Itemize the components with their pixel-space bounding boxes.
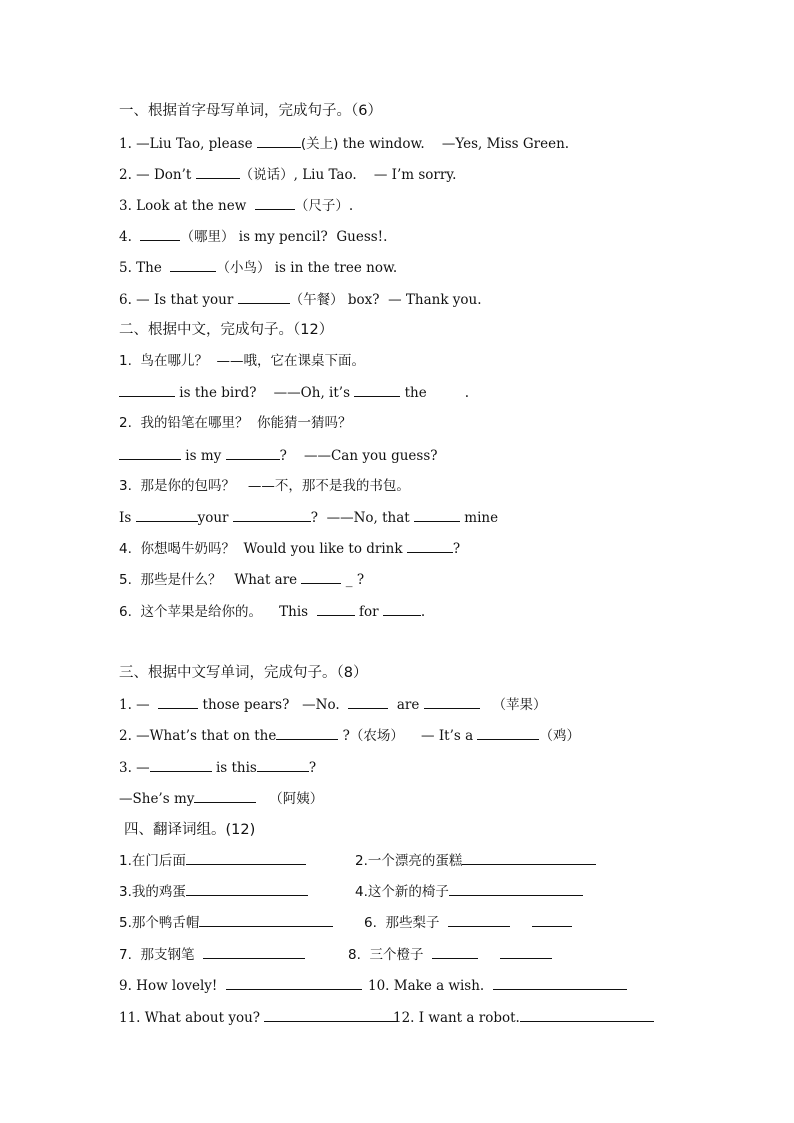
answer-blank[interactable] — [186, 883, 308, 896]
answer-blank[interactable] — [140, 228, 180, 241]
s1-question-5: 5. The （小鸟） is in the tree now. — [119, 260, 398, 276]
answer-blank[interactable] — [448, 914, 510, 927]
s1-question-4: 4. （哪里） is my pencil? Guess!. — [119, 229, 388, 245]
answer-blank[interactable] — [226, 977, 362, 990]
answer-blank[interactable] — [500, 946, 552, 959]
answer-blank[interactable] — [199, 914, 333, 927]
answer-blank[interactable] — [257, 759, 309, 772]
s2-question-6: 6. 这个苹果是给你的。 This for . — [119, 604, 426, 620]
s3-question-3b: —She’s my （阿姨） — [119, 791, 324, 807]
answer-blank[interactable] — [424, 696, 480, 709]
answer-blank[interactable] — [186, 852, 306, 865]
s4-item-12: 12. I want a robot. — [393, 1009, 654, 1027]
s4-item-10: 10. Make a wish. — [368, 977, 627, 995]
answer-blank[interactable] — [414, 509, 460, 522]
s4-item-2: 2.一个漂亮的蛋糕 — [355, 852, 596, 870]
answer-blank[interactable] — [477, 727, 539, 740]
answer-blank[interactable] — [264, 1009, 398, 1022]
answer-blank[interactable] — [119, 447, 181, 460]
s1-question-1: 1. —Liu Tao, please (关上) the window. —Yes, Miss Green. — [119, 136, 570, 152]
s4-item-3: 3.我的鸡蛋 — [119, 883, 308, 901]
answer-blank[interactable] — [119, 384, 175, 397]
answer-blank[interactable] — [194, 790, 256, 803]
answer-blank[interactable] — [170, 259, 216, 272]
s2-question-4: 4. 你想喝牛奶吗？ Would you like to drink ? — [119, 541, 461, 557]
s1-question-2: 2. — Don’t （说话）, Liu Tao. — I’m sorry. — [119, 167, 457, 183]
answer-blank[interactable] — [158, 696, 198, 709]
answer-blank[interactable] — [301, 571, 341, 584]
answer-blank[interactable] — [238, 291, 290, 304]
answer-blank[interactable] — [449, 883, 583, 896]
s3-question-2: 2. —What’s that on the ?（农场） — It’s a （鸡） — [119, 728, 580, 744]
answer-blank[interactable] — [520, 1009, 654, 1022]
s4-item-9: 9. How lovely! — [119, 977, 362, 995]
section1-heading: 一、根据首字母写单词，完成句子。（6） — [119, 103, 382, 119]
answer-blank[interactable] — [407, 540, 453, 553]
answer-blank[interactable] — [354, 384, 400, 397]
answer-blank[interactable] — [532, 914, 572, 927]
s4-item-6: 6. 那些梨子 — [364, 914, 572, 932]
answer-space[interactable] — [427, 384, 465, 397]
s4-item-1: 1.在门后面 — [119, 852, 306, 870]
section4-heading: 四、翻译词组。(12) — [124, 822, 256, 838]
s2-question-3-english: Is your ? ——No, that mine — [119, 510, 499, 526]
s2-question-2-english: is my ? ——Can you guess? — [119, 447, 438, 465]
answer-blank[interactable] — [233, 509, 311, 522]
s2-question-1-english: is the bird? ——Oh, it’s the . — [119, 384, 469, 402]
answer-blank[interactable] — [226, 447, 280, 460]
answer-blank[interactable] — [383, 603, 421, 616]
s2-question-1-chinese: 1. 鸟在哪儿？ ——哦，它在课桌下面。 — [119, 353, 366, 369]
s3-question-1: 1. — those pears? —No. are （苹果） — [119, 697, 547, 713]
s4-item-5: 5.那个鸭舌帽 — [119, 914, 333, 932]
section2-heading: 二、根据中文，完成句子。（12） — [119, 322, 334, 338]
s2-question-2-chinese: 2. 我的铅笔在哪里？ 你能猜一猜吗？ — [119, 415, 352, 431]
answer-blank[interactable] — [196, 166, 240, 179]
answer-blank[interactable] — [432, 946, 478, 959]
s1-question-3: 3. Look at the new （尺子）. — [119, 198, 354, 214]
s4-item-11: 11. What about you? — [119, 1009, 398, 1027]
section3-heading: 三、根据中文写单词，完成句子。（8） — [119, 665, 368, 681]
s4-item-8: 8. 三个橙子 — [348, 946, 552, 964]
s4-item-4: 4.这个新的椅子 — [355, 883, 583, 901]
s4-item-7: 7. 那支钢笔 — [119, 946, 305, 964]
answer-blank[interactable] — [203, 946, 305, 959]
answer-blank[interactable] — [493, 977, 627, 990]
answer-blank[interactable] — [136, 509, 198, 522]
s3-question-3: 3. — is this ? — [119, 760, 317, 776]
answer-blank[interactable] — [462, 852, 596, 865]
s2-question-3-chinese: 3. 那是你的包吗？ ——不，那不是我的书包。 — [119, 478, 410, 494]
s2-question-5: 5. 那些是什么？ What are _ ? — [119, 572, 365, 588]
answer-blank[interactable] — [317, 603, 355, 616]
answer-blank[interactable] — [348, 696, 388, 709]
answer-blank[interactable] — [255, 197, 295, 210]
answer-blank[interactable] — [150, 759, 212, 772]
answer-blank[interactable] — [276, 727, 338, 740]
s1-question-6: 6. — Is that your （午餐） box? — Thank you. — [119, 292, 482, 308]
answer-blank[interactable] — [257, 135, 301, 148]
